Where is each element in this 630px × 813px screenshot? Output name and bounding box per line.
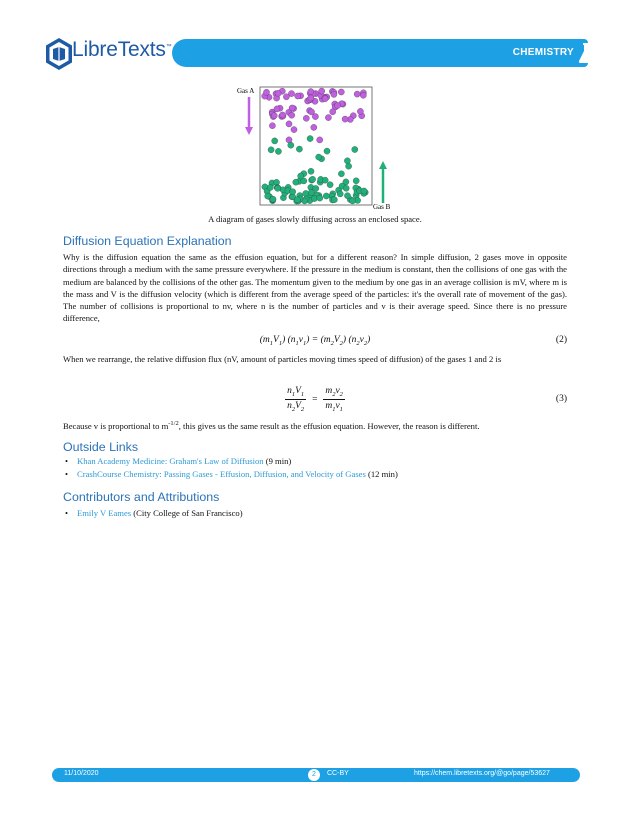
diffusion-paragraph-3 (63, 418, 567, 432)
link-duration: (9 min) (263, 456, 292, 466)
gas-a-particle (291, 127, 297, 133)
gas-a-particle (338, 89, 344, 95)
footer-bar (52, 768, 580, 782)
outside-links-list (63, 455, 567, 480)
gas-b-particle (275, 148, 281, 154)
logo-wordmark: LibreTexts (72, 38, 166, 61)
gas-a-particle (263, 89, 269, 95)
gas-a-particle (275, 90, 281, 96)
gas-a-particle (269, 123, 275, 129)
gas-b-particle (293, 179, 299, 185)
diffusion-paragraph-1: Why is the diffusion equation the same as the effusion equation, but for a different reason? In simple diffusion, 2 gases move in opposite directions through a medium with the same pressure everywhere. If the pressure in the medium is constant, then the collisions of one gas with the medium are balanced by the collisions of the other gas. The momentum given to the medium by one gas in an average collision is mV, where m is the mass and V is the diffusion velocity (which is different from the average speed of the particles: it's the overall rate of movement of the gas). The number of collisions is proportional to nv, where n is the number of particles and v is their average speed. Since there is no pressure difference, (63, 252, 567, 324)
section-heading-contributors (63, 490, 219, 504)
gas-b-particle (349, 198, 355, 204)
gas-b-particle (310, 176, 316, 182)
list-item (63, 507, 567, 520)
gas-b-arrow-head (379, 161, 387, 169)
equation-2: $(m_1V_1) (n_1v_1) = (m_2V_2)$ $(n_2v_2)$ (2) (259, 335, 567, 347)
gas-b-particle (288, 142, 294, 148)
equation-2-number: (2) (555, 335, 567, 345)
gas-b-particle (346, 163, 352, 169)
footer-license: CC-BY (327, 770, 349, 777)
gas-b-label: Gas B (373, 203, 391, 211)
gas-b-particle (343, 185, 349, 191)
link-duration: (12 min) (365, 468, 398, 479)
gas-b-particle (338, 171, 344, 177)
gas-b-particle (296, 146, 302, 152)
crashcourse-link[interactable]: CrashCourse Chemistry: Passing Gases - Effusion, Diffusion, and Velocity of Gases (77, 468, 366, 479)
gas-a-particle (311, 124, 317, 130)
list-item (63, 468, 567, 481)
gas-b-particle (268, 147, 274, 153)
gas-a-particle (303, 115, 309, 121)
page-number: 2 (308, 769, 320, 781)
diffusion-figure (236, 85, 396, 213)
outside-links-heading: Outside Links (63, 440, 139, 454)
gas-b-particle (298, 173, 304, 179)
gas-b-particle (337, 191, 343, 197)
gas-b-particle (323, 193, 329, 199)
gas-a-particle (289, 105, 295, 111)
subject-title: CHEMISTRY (512, 47, 574, 58)
gas-b-particle (317, 195, 323, 201)
footer-url[interactable]: https://chem.libretexts.org/@go/page/53627 (414, 770, 550, 777)
gas-b-particle (308, 189, 314, 195)
section-heading-diffusion (63, 234, 232, 248)
gas-a-particle (319, 88, 325, 94)
gas-a-particle (271, 113, 277, 119)
gas-a-particle (357, 108, 363, 114)
gas-a-particle (317, 137, 323, 143)
logo-trademark: ™ (165, 44, 172, 50)
gas-b-particle (316, 154, 322, 160)
gas-b-particle (361, 188, 367, 194)
list-item (63, 455, 567, 468)
gas-a-particle (312, 114, 318, 120)
gas-a-particle (286, 121, 292, 127)
gas-b-particle (344, 158, 350, 164)
diffusion-paragraph-2: When we rearrange, the relative diffusion flux (nV, amount of particles moving times speed of diffusion) of the gases 1 and 2 is (63, 354, 502, 364)
gas-b-particle (308, 168, 314, 174)
gas-a-particle (308, 95, 314, 101)
khan-academy-link[interactable]: Khan Academy Medicine: Graham's Law of Diffusion (77, 456, 264, 466)
gas-b-particle (344, 193, 350, 199)
gas-b-particle (270, 196, 276, 202)
gas-a-particle (279, 112, 285, 118)
gas-a-particle (322, 96, 328, 102)
gas-a-particle (360, 92, 366, 98)
contributor-affiliation: (City College of San Francisco) (131, 508, 243, 518)
gas-a-particle (289, 112, 295, 118)
libretexts-logo-icon (44, 37, 74, 71)
gas-a-particle (334, 103, 340, 109)
gas-b-particle (331, 197, 337, 203)
figure-caption: A diagram of gases slowly diffusing across an enclosed space. (208, 214, 422, 224)
diffusion-diagram (236, 85, 396, 213)
paragraph-3-part-b: , this gives us the same result as the effusion equation. However, the reason is different. (178, 420, 480, 431)
gas-b-particle (290, 189, 296, 195)
gas-a-particle (354, 91, 360, 97)
gas-a-particle (325, 115, 331, 121)
gas-a-particle (274, 106, 280, 112)
paragraph-3-exponent: -1/2 (168, 420, 179, 427)
diffusion-heading: Diffusion Equation Explanation (63, 234, 232, 248)
gas-b-particle (324, 148, 330, 154)
gas-a-particle (295, 93, 301, 99)
gas-b-particle (307, 136, 313, 142)
gas-a-particle (308, 89, 314, 95)
gas-a-particle (330, 109, 336, 115)
gas-b-particle (265, 193, 271, 199)
gas-a-particle (331, 91, 337, 97)
gas-a-particle (342, 116, 348, 122)
gas-b-particle (322, 177, 328, 183)
section-heading-links (63, 440, 138, 454)
gas-a-particle (283, 94, 289, 100)
logo-text[interactable] (72, 38, 172, 62)
gas-b-particle (352, 146, 358, 152)
gas-b-particle (267, 184, 273, 190)
contributor-link[interactable]: Emily V Eames (77, 508, 132, 518)
gas-b-particle (303, 190, 309, 196)
gas-b-particle (272, 138, 278, 144)
flask-icon (578, 42, 594, 64)
gas-b-particle (327, 182, 333, 188)
paragraph-3-part-a: Because v is proportional to m (63, 420, 169, 431)
contributors-heading: Contributors and Attributions (63, 490, 220, 504)
gas-b-particle (353, 178, 359, 184)
equation-3: $\frac{n_1V_1}{n_2V_2}$ = $\frac{m_2v_2}{m_1v_1}$ (3) (287, 386, 567, 413)
gas-b-particle (294, 197, 300, 203)
gas-a-arrow-head (245, 127, 253, 135)
gas-b-particle (275, 185, 281, 191)
contributors-list (63, 507, 567, 520)
gas-a-label: Gas A (237, 87, 255, 95)
equation-3-number: (3) (555, 394, 567, 404)
footer-date: 11/10/2020 (64, 770, 99, 777)
gas-b-particle (311, 196, 317, 202)
